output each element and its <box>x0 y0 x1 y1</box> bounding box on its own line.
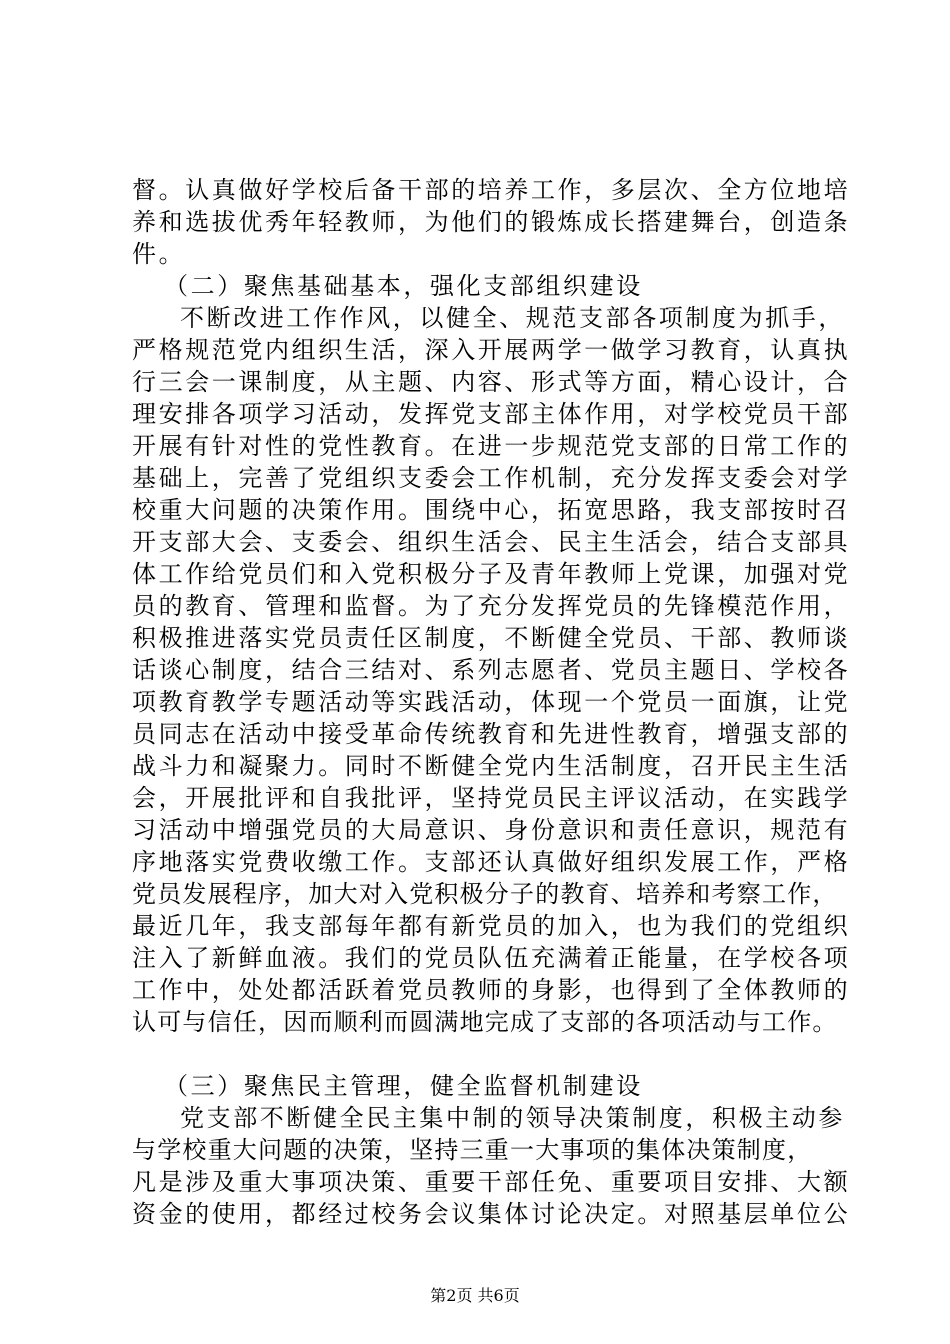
paragraph-line: 件。 <box>132 240 186 268</box>
paragraph-line: 员同志在活动中接受革命传统教育和先进性教育，增强支部的 <box>132 720 851 748</box>
paragraph-line: 习活动中增强党员的大局意识、身份意识和责任意识，规范有 <box>132 816 851 844</box>
paragraph-line: 基础上，完善了党组织支委会工作机制，充分发挥支委会对学 <box>132 464 851 492</box>
paragraph-line: 校重大问题的决策作用。围绕中心，拓宽思路，我支部按时召 <box>132 496 851 524</box>
paragraph-line: 凡是涉及重大事项决策、重要干部任免、重要项目安排、大额 <box>132 1168 851 1196</box>
paragraph-line: 注入了新鲜血液。我们的党员队伍充满着正能量，在学校各项 <box>132 944 851 972</box>
paragraph-line: 理安排各项学习活动，发挥党支部主体作用，对学校党员干部 <box>132 400 851 428</box>
paragraph-line: 会，开展批评和自我批评，坚持党员民主评议活动，在实践学 <box>132 784 851 812</box>
paragraph-line: 党支部不断健全民主集中制的领导决策制度，积极主动参 <box>180 1104 845 1132</box>
paragraph-line: 开支部大会、支委会、组织生活会、民主生活会，结合支部具 <box>132 528 851 556</box>
paragraph-line: 最近几年，我支部每年都有新党员的加入，也为我们的党组织 <box>132 912 851 940</box>
paragraph-line: 不断改进工作作风，以健全、规范支部各项制度为抓手， <box>180 304 845 332</box>
page-number-footer: 第2页 共6页 <box>430 1286 520 1305</box>
paragraph-line: 认可与信任，因而顺利而圆满地完成了支部的各项活动与工作。 <box>132 1008 838 1036</box>
paragraph-line: 党员发展程序，加大对入党积极分子的教育、培养和考察工作， <box>132 880 838 908</box>
paragraph-line: 员的教育、管理和监督。为了充分发挥党员的先锋模范作用， <box>132 592 851 620</box>
section-heading-three: （三）聚焦民主管理，健全监督机制建设 <box>164 1072 643 1100</box>
paragraph-line: 体工作给党员们和入党积极分子及青年教师上党课，加强对党 <box>132 560 851 588</box>
paragraph-line: 督。认真做好学校后备干部的培养工作，多层次、全方位地培 <box>132 176 851 204</box>
paragraph-line: 资金的使用，都经过校务会议集体讨论决定。对照基层单位公 <box>132 1200 851 1228</box>
paragraph-line: 序地落实党费收缴工作。支部还认真做好组织发展工作，严格 <box>132 848 851 876</box>
paragraph-line: 开展有针对性的党性教育。在进一步规范党支部的日常工作的 <box>132 432 851 460</box>
paragraph-line: 话谈心制度，结合三结对、系列志愿者、党员主题日、学校各 <box>132 656 851 684</box>
paragraph-line: 行三会一课制度，从主题、内容、形式等方面，精心设计，合 <box>132 368 851 396</box>
paragraph-line: 积极推进落实党员责任区制度，不断健全党员、干部、教师谈 <box>132 624 851 652</box>
paragraph-line: 战斗力和凝聚力。同时不断健全党内生活制度，召开民主生活 <box>132 752 851 780</box>
paragraph-line: 项教育教学专题活动等实践活动，体现一个党员一面旗，让党 <box>132 688 851 716</box>
paragraph-line: 与学校重大问题的决策，坚持三重一大事项的集体决策制度， <box>132 1136 813 1164</box>
paragraph-line: 工作中，处处都活跃着党员教师的身影，也得到了全体教师的 <box>132 976 851 1004</box>
section-heading-two: （二）聚焦基础基本，强化支部组织建设 <box>164 272 643 300</box>
paragraph-line: 养和选拔优秀年轻教师，为他们的锻炼成长搭建舞台，创造条 <box>132 208 851 236</box>
paragraph-line: 严格规范党内组织生活，深入开展两学一做学习教育，认真执 <box>132 336 851 364</box>
